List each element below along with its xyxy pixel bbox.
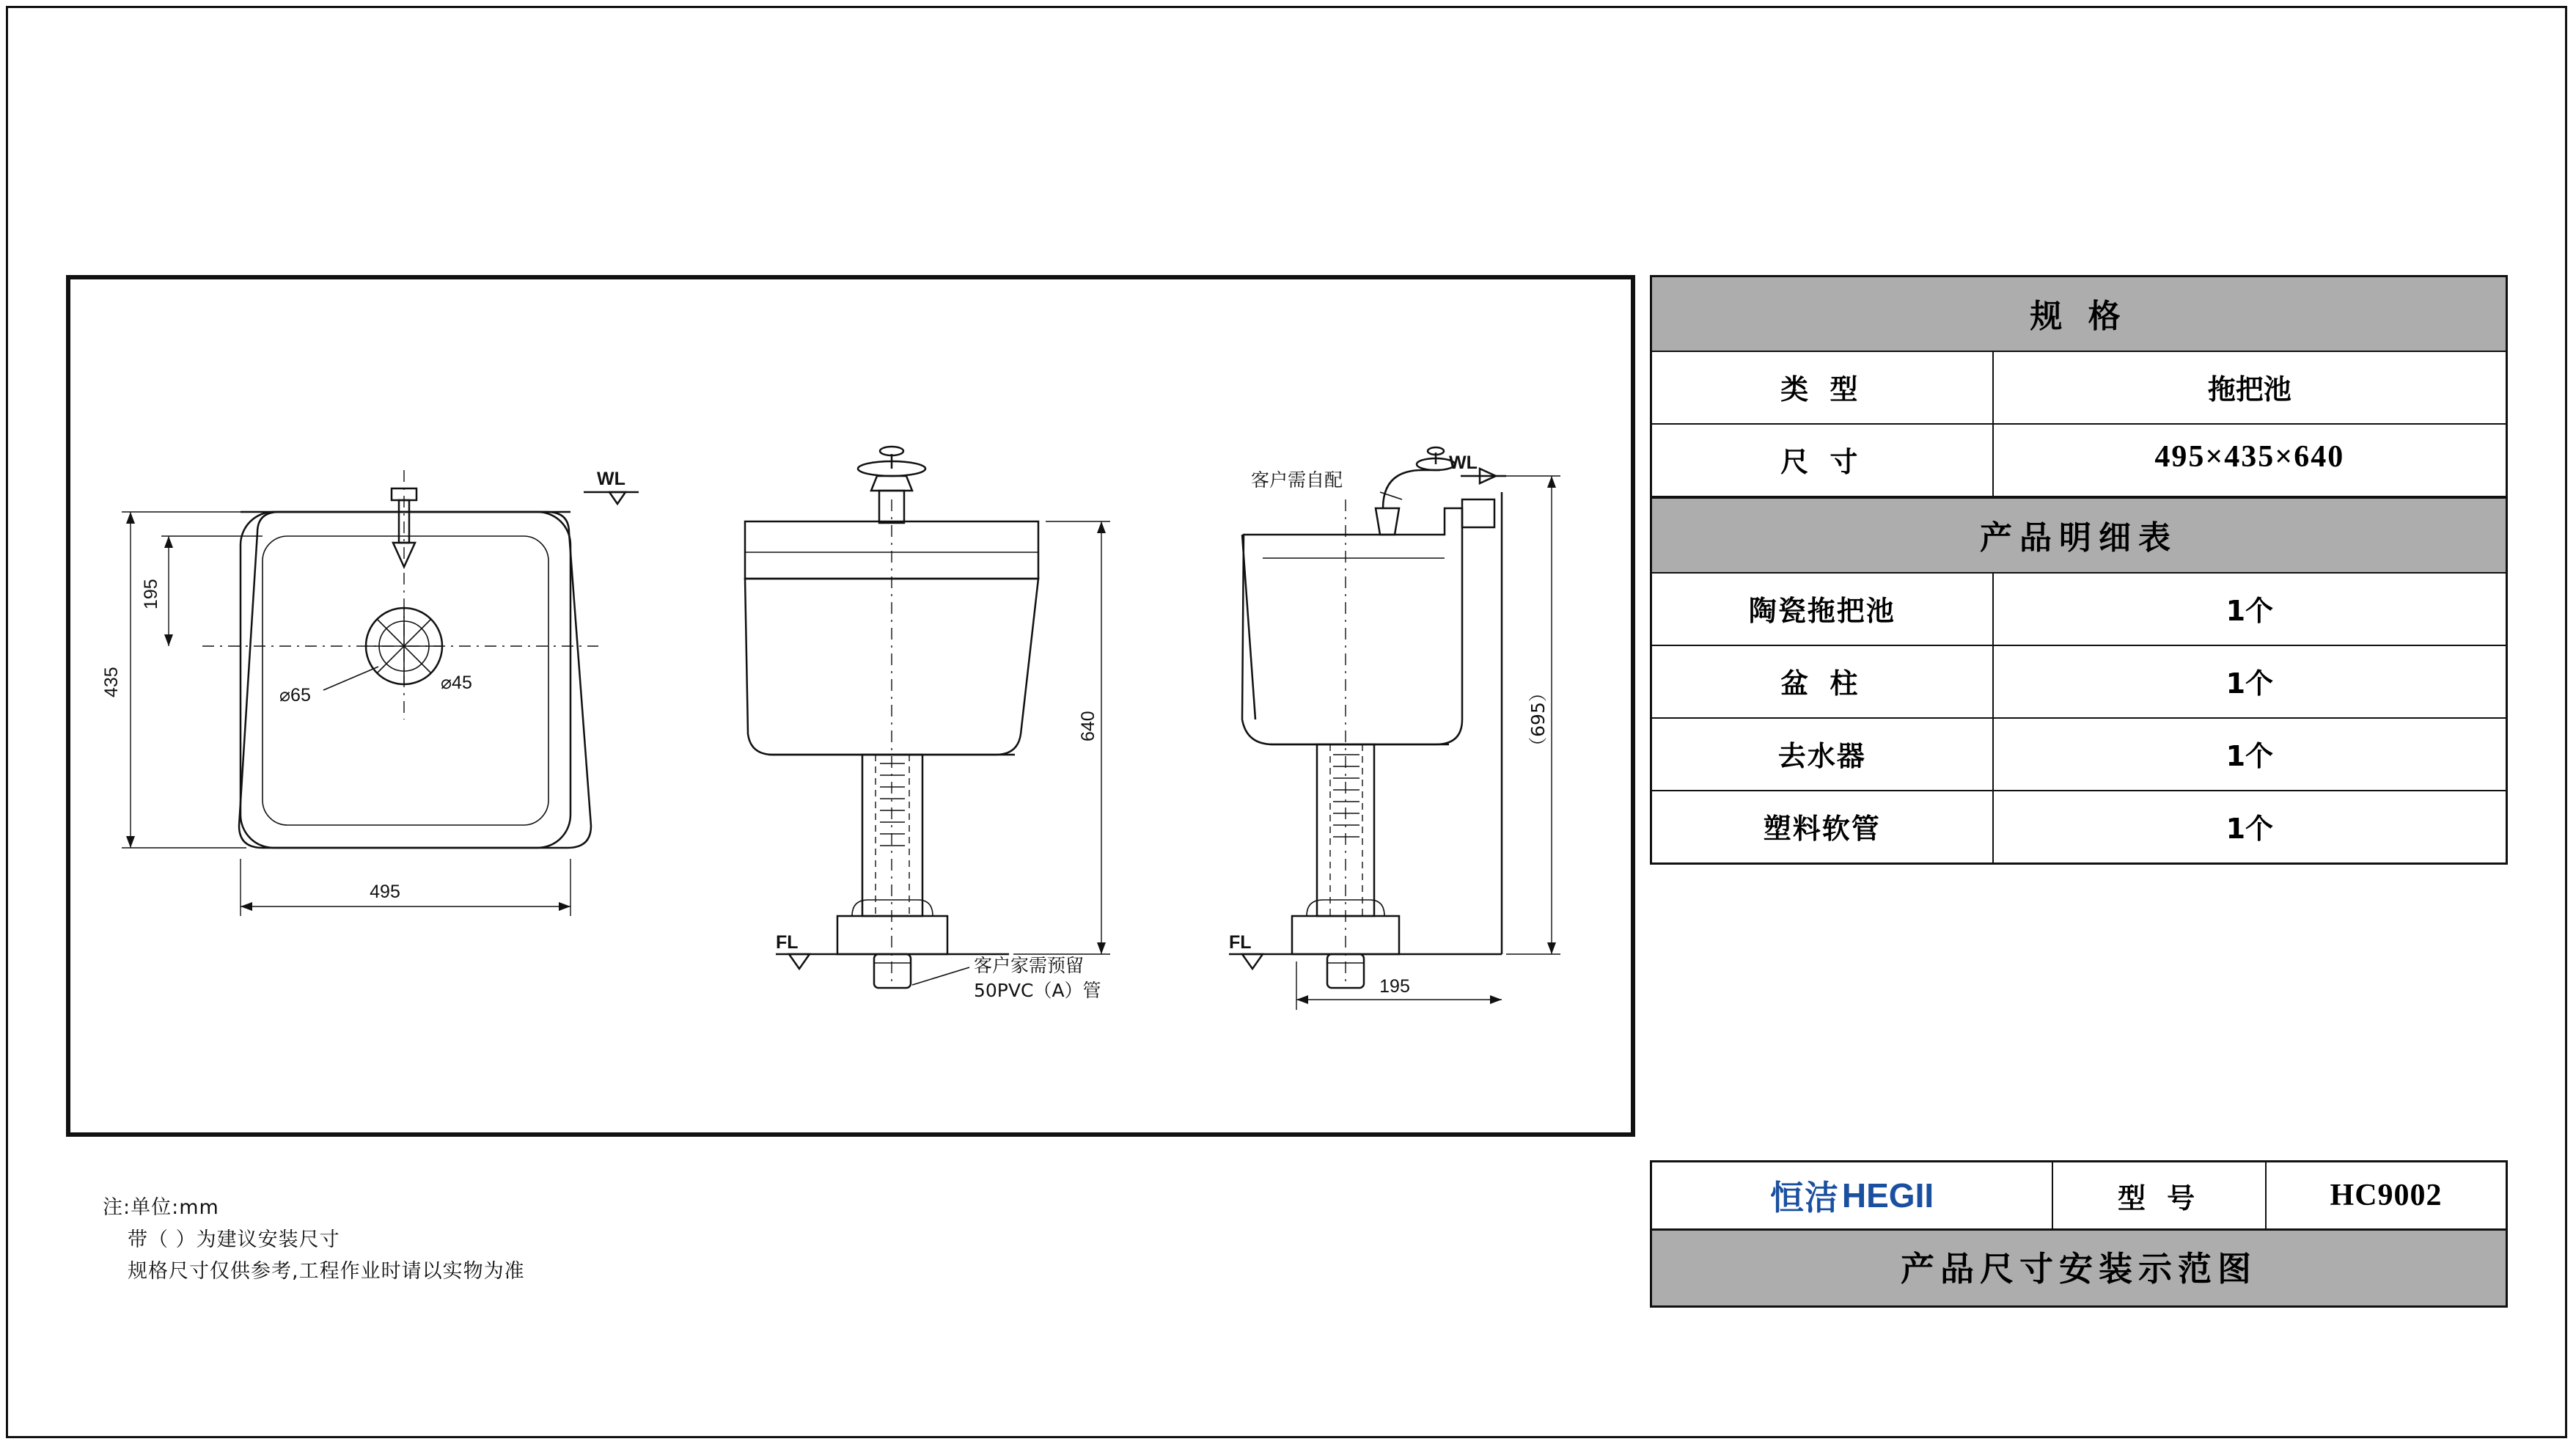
table-row xyxy=(1652,646,2506,719)
front-view-note-line2: 50PVC（A）管 xyxy=(974,980,1101,1001)
table-row xyxy=(1652,791,2506,862)
part-qty-1: 1个 xyxy=(2225,595,2274,627)
table-row xyxy=(1652,574,2506,646)
top-view-dim-495: 495 xyxy=(370,882,400,902)
parts-table-title: 产品明细表 xyxy=(1652,497,2506,574)
hole-large-label: ⌀65 xyxy=(279,685,311,706)
front-view-note-line1: 客户家需预留 xyxy=(974,955,1085,976)
part-qty-4: 1个 xyxy=(2225,813,2274,845)
front-view-fl-label: FL xyxy=(776,932,799,953)
brand-logo-cn: 恒洁 xyxy=(1769,1178,1839,1217)
side-view-dim-695: （695） xyxy=(1527,684,1549,755)
table-row xyxy=(1652,425,2506,497)
brand-block xyxy=(1650,1160,2508,1308)
note-line-1: 注:单位:mm xyxy=(103,1196,219,1219)
note-line-2: 带（ ）为建议安装尺寸 xyxy=(128,1228,340,1251)
brand-logo-en: HEGII xyxy=(1841,1176,1934,1215)
spec-table xyxy=(1650,275,2508,865)
part-qty-2: 1个 xyxy=(2225,667,2274,700)
part-label-2: 盆 柱 xyxy=(1652,646,1994,717)
table-row xyxy=(1652,352,2506,425)
side-view-dim-195: 195 xyxy=(1379,976,1410,997)
part-label-1: 陶瓷拖把池 xyxy=(1652,574,1994,645)
technical-drawing xyxy=(70,279,1631,1132)
spec-size-label: 尺 寸 xyxy=(1652,425,1994,496)
spec-type-label: 类 型 xyxy=(1652,352,1994,423)
table-row xyxy=(1652,719,2506,791)
top-view-dim-435: 435 xyxy=(101,667,122,697)
front-view-group xyxy=(745,447,1110,1001)
model-label: 型 号 xyxy=(2053,1162,2267,1228)
side-view-group xyxy=(1229,447,1560,1010)
sheet-title: 产品尺寸安装示范图 xyxy=(1652,1231,2506,1305)
part-label-3: 去水器 xyxy=(1652,719,1994,790)
top-view-group xyxy=(101,469,639,916)
part-qty-3: 1个 xyxy=(2225,740,2274,772)
note-line-3: 规格尺寸仅供参考,工程作业时请以实物为准 xyxy=(128,1260,525,1283)
part-label-4: 塑料软管 xyxy=(1652,791,1994,862)
side-view-fl-label: FL xyxy=(1229,932,1252,953)
brand-row xyxy=(1652,1162,2506,1231)
drawing-panel xyxy=(66,275,1635,1137)
top-view-wl-label: WL xyxy=(597,469,625,489)
spec-table-title: 规 格 xyxy=(1652,277,2506,352)
side-view-faucet-note: 客户需自配 xyxy=(1251,469,1343,491)
front-view-dim-640: 640 xyxy=(1078,711,1098,741)
hole-small-label: ⌀45 xyxy=(441,673,472,693)
notes-block xyxy=(103,1192,983,1288)
model-value: HC9002 xyxy=(2330,1179,2443,1212)
top-view-dim-195: 195 xyxy=(141,579,161,609)
spec-size-value: 495×435×640 xyxy=(2154,440,2345,474)
side-view-wl-label: WL xyxy=(1449,453,1478,473)
spec-type-value: 拖把池 xyxy=(2207,373,2291,406)
brand-logo xyxy=(1652,1162,2053,1228)
